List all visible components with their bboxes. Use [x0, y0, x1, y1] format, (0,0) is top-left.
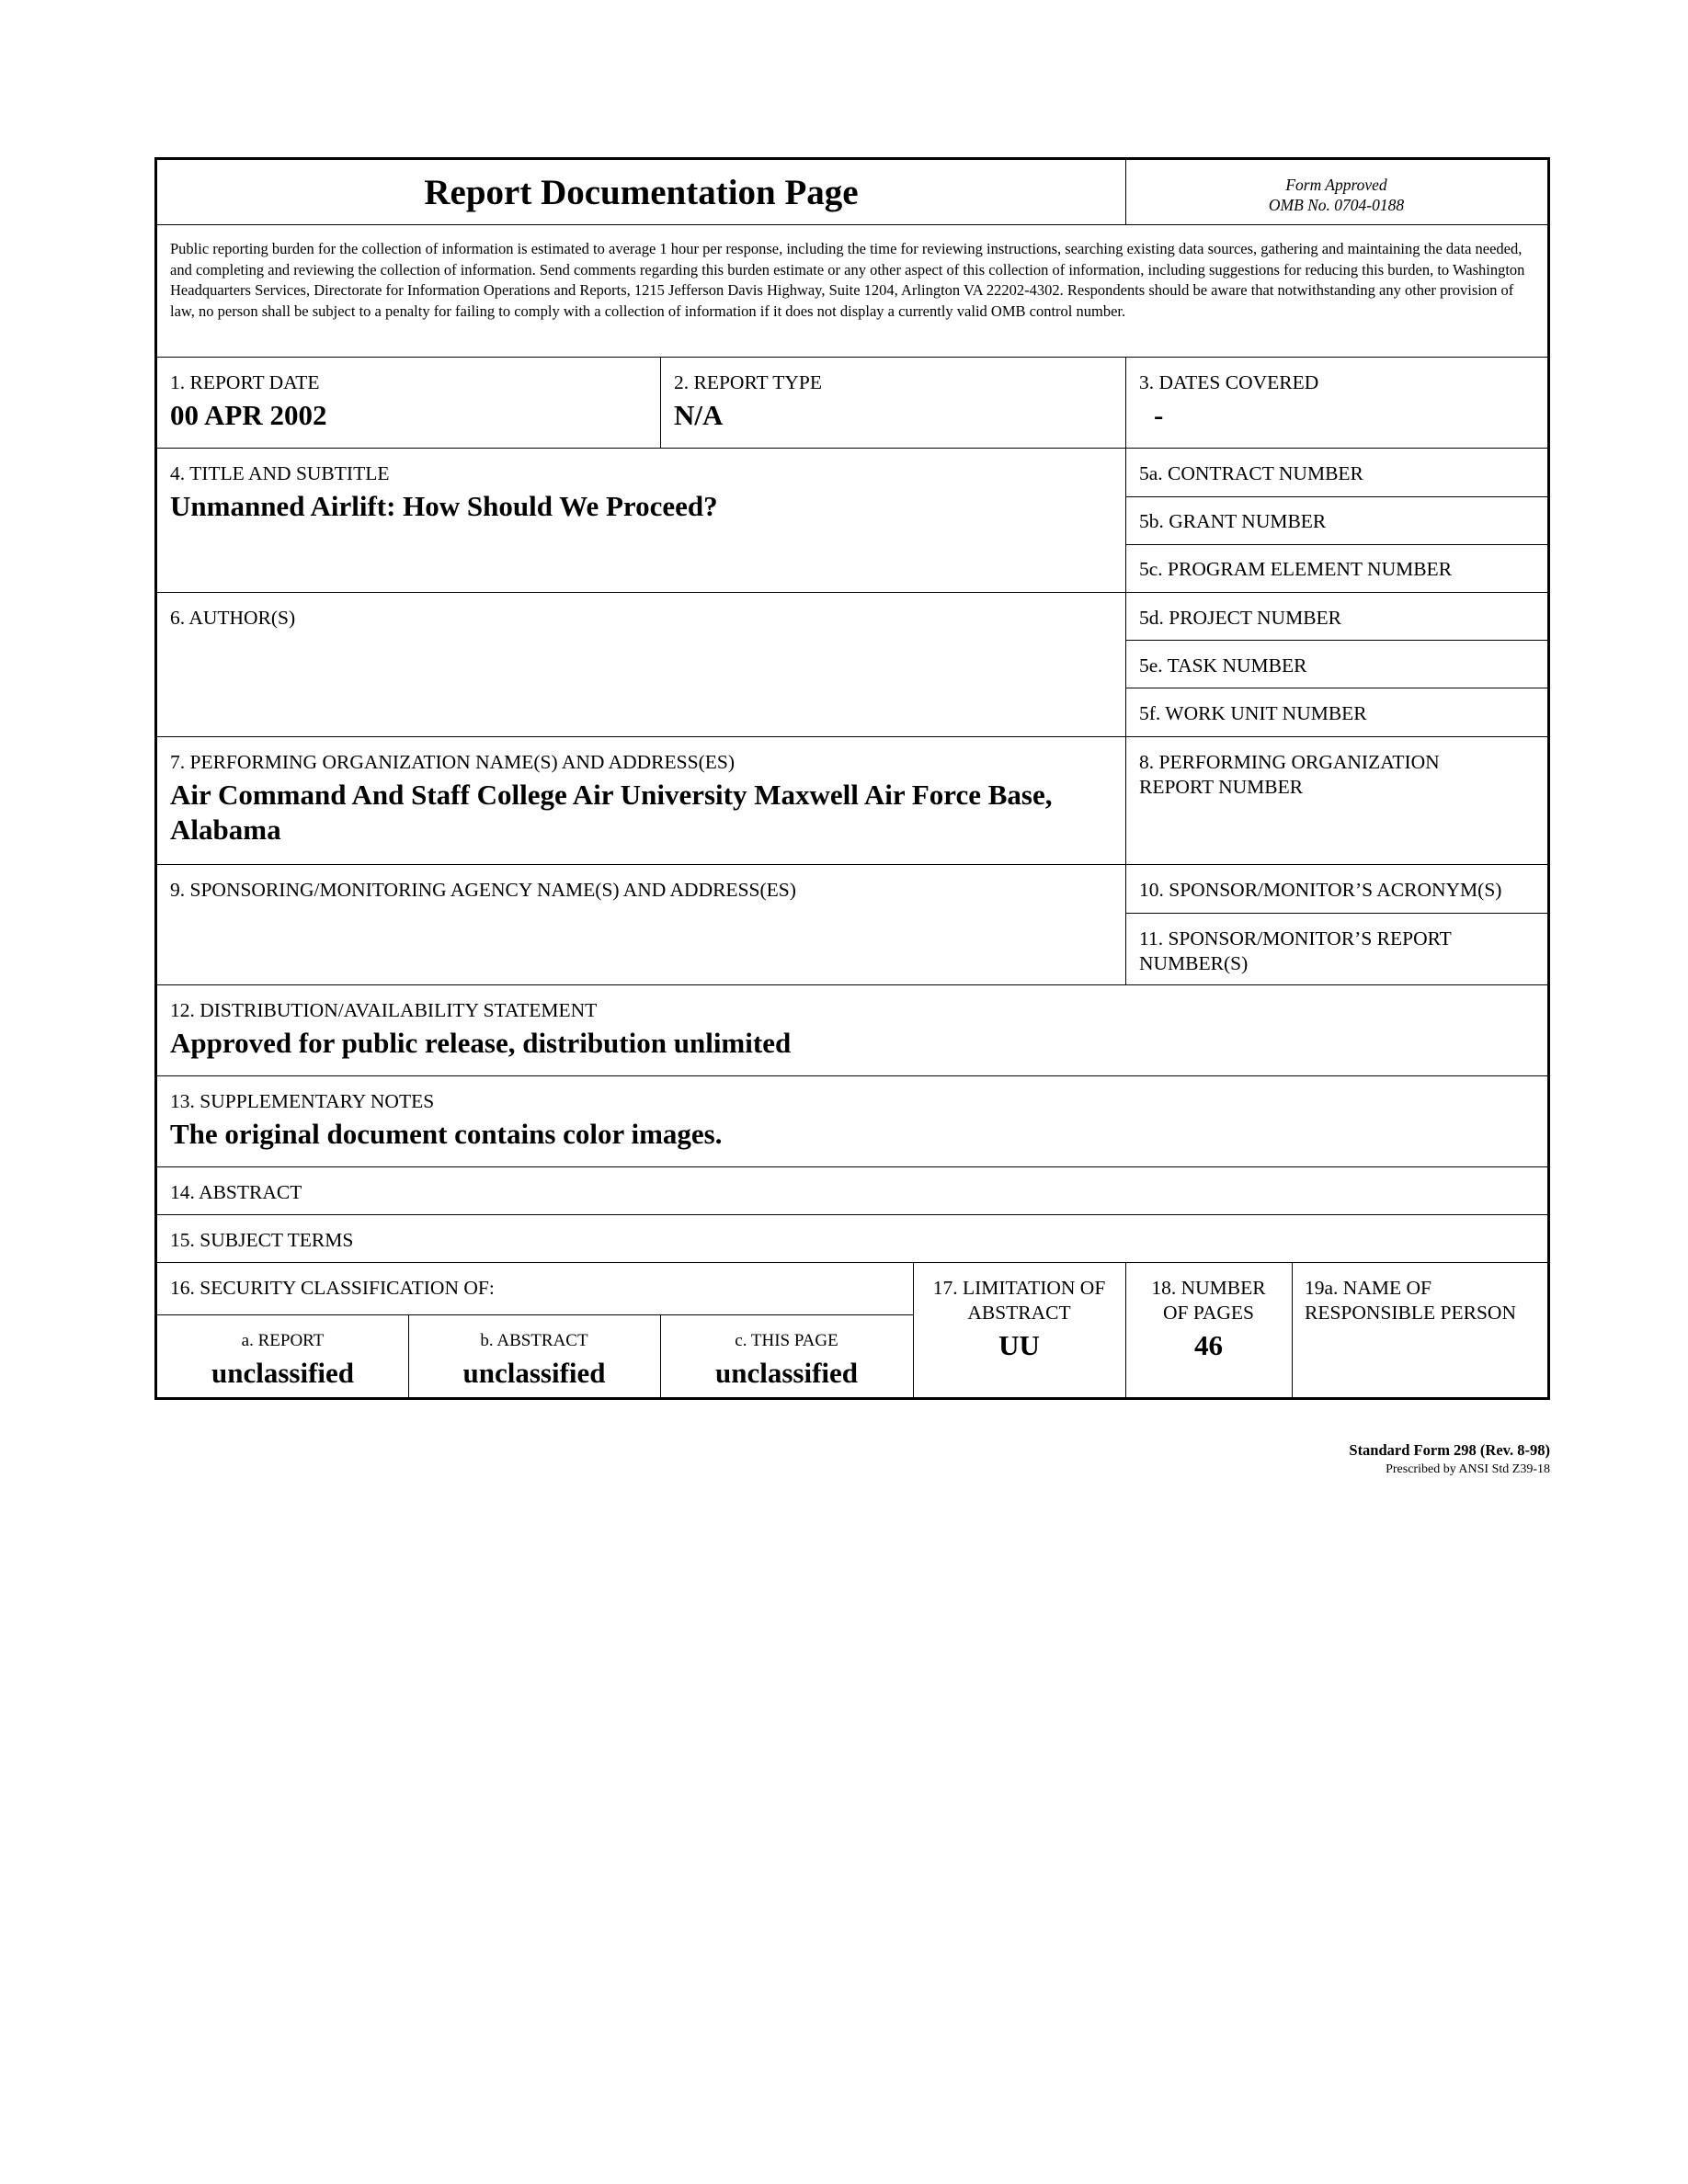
supplementary-notes-label: 13. SUPPLEMENTARY NOTES — [170, 1090, 435, 1112]
rule — [157, 864, 1547, 865]
standard-form-label: Standard Form 298 (Rev. 8-98) — [1349, 1441, 1550, 1459]
rule — [157, 1166, 1547, 1167]
distribution-label: 12. DISTRIBUTION/AVAILABILITY STATEMENT — [170, 999, 598, 1021]
dates-covered-value: - — [1154, 399, 1164, 431]
sponsor-acronym-label: 10. SPONSOR/MONITOR’S ACRONYM(S) — [1139, 879, 1502, 901]
report-documentation-form — [154, 157, 1550, 1400]
prescribed-by-label: Prescribed by ANSI Std Z39-18 — [1386, 1462, 1550, 1476]
report-date-label: 1. REPORT DATE — [170, 371, 320, 393]
report-date-value: 00 APR 2002 — [170, 399, 327, 431]
security-classification-label: 16. SECURITY CLASSIFICATION OF: — [170, 1277, 495, 1299]
security-this-page-label: c. THIS PAGE — [735, 1331, 838, 1350]
omb-number: OMB No. 0704-0188 — [1268, 196, 1405, 214]
title-subtitle-label: 4. TITLE AND SUBTITLE — [170, 462, 390, 484]
rule — [1125, 640, 1547, 641]
security-this-page-value: unclassified — [714, 1357, 859, 1389]
contract-number-label: 5a. CONTRACT NUMBER — [1139, 462, 1363, 484]
rule — [1125, 357, 1126, 984]
rule — [157, 448, 1547, 449]
rule — [157, 224, 1547, 225]
rule — [157, 357, 1547, 358]
rule — [157, 736, 1547, 737]
security-abstract-label: b. ABSTRACT — [480, 1331, 588, 1350]
sponsor-report-number-label: NUMBER(S) — [1139, 952, 1249, 974]
performing-org-report-number-label: 8. PERFORMING ORGANIZATION — [1139, 751, 1440, 773]
distribution-value: Approved for public release, distribution unlimited — [170, 1027, 792, 1059]
title-subtitle-value: Unmanned Airlift: How Should We Proceed? — [170, 490, 718, 522]
rule — [1125, 913, 1547, 914]
rule — [157, 1314, 913, 1315]
page-title: Report Documentation Page — [424, 173, 859, 212]
work-unit-number-label: 5f. WORK UNIT NUMBER — [1139, 702, 1367, 724]
grant-number-label: 5b. GRANT NUMBER — [1139, 510, 1327, 532]
rule — [1125, 544, 1547, 545]
dates-covered-label: 3. DATES COVERED — [1139, 371, 1319, 393]
limitation-of-abstract-label: 17. LIMITATION OF — [932, 1277, 1106, 1299]
authors-label: 6. AUTHOR(S) — [170, 607, 296, 629]
rule — [157, 1214, 1547, 1215]
number-of-pages-value: 46 — [1194, 1329, 1223, 1361]
limitation-of-abstract-value: UU — [998, 1329, 1040, 1361]
performing-org-label: 7. PERFORMING ORGANIZATION NAME(S) AND ADDRESS(ES) — [170, 751, 735, 773]
number-of-pages-label: 18. NUMBER — [1151, 1277, 1266, 1299]
performing-org-report-number-label: REPORT NUMBER — [1139, 776, 1304, 798]
abstract-label: 14. ABSTRACT — [170, 1181, 302, 1203]
report-type-label: 2. REPORT TYPE — [674, 371, 822, 393]
responsible-person-label: RESPONSIBLE PERSON — [1305, 1302, 1516, 1324]
performing-org-value: Alabama — [170, 813, 281, 846]
rule — [1125, 496, 1547, 497]
number-of-pages-label: OF PAGES — [1163, 1302, 1254, 1324]
responsible-person-label: 19a. NAME OF — [1305, 1277, 1431, 1299]
rule — [157, 592, 1547, 593]
rule — [660, 357, 661, 448]
rule — [157, 1075, 1547, 1076]
performing-org-value: Air Command And Staff College Air University Maxwell Air Force Base, — [170, 779, 1053, 811]
burden-statement: Public reporting burden for the collection of information is estimated to average 1 hour per response, including the time for reviewing instructions, searching existing data sources, gathering and maintaining the data needed, and completing and reviewing the collection of information. Send comments regarding this burden estimate or any other aspect of this collection of information, including suggestions for reducing this burden, to Washington Headquarters Services, Directorate for Information Operations and Reports, 1215 Jefferson Davis Highway, Suite 1204, Arlington VA 22202-4302. Respondents should be aware that notwithstanding any other provision of law, no person shall be subject to a penalty for failing to comply with a collection of information if it does not display a currently valid OMB control number. — [170, 240, 1525, 320]
sponsor-report-number-label: 11. SPONSOR/MONITOR’S REPORT — [1139, 927, 1452, 950]
supplementary-notes-value: The original document contains color images. — [170, 1118, 723, 1150]
program-element-number-label: 5c. PROGRAM ELEMENT NUMBER — [1139, 558, 1453, 580]
security-report-value: unclassified — [211, 1357, 355, 1389]
project-number-label: 5d. PROJECT NUMBER — [1139, 607, 1342, 629]
rule — [157, 984, 1547, 985]
limitation-of-abstract-label: ABSTRACT — [967, 1302, 1071, 1324]
rule — [157, 1262, 1547, 1263]
subject-terms-label: 15. SUBJECT TERMS — [170, 1229, 354, 1251]
security-report-label: a. REPORT — [241, 1331, 325, 1350]
task-number-label: 5e. TASK NUMBER — [1139, 654, 1307, 677]
security-abstract-value: unclassified — [462, 1357, 606, 1389]
form-approved-label: Form Approved — [1285, 176, 1387, 194]
report-type-value: N/A — [674, 399, 724, 431]
rule — [1292, 1262, 1293, 1397]
sponsoring-agency-label: 9. SPONSORING/MONITORING AGENCY NAME(S) AND ADDRESS(ES) — [170, 879, 796, 901]
